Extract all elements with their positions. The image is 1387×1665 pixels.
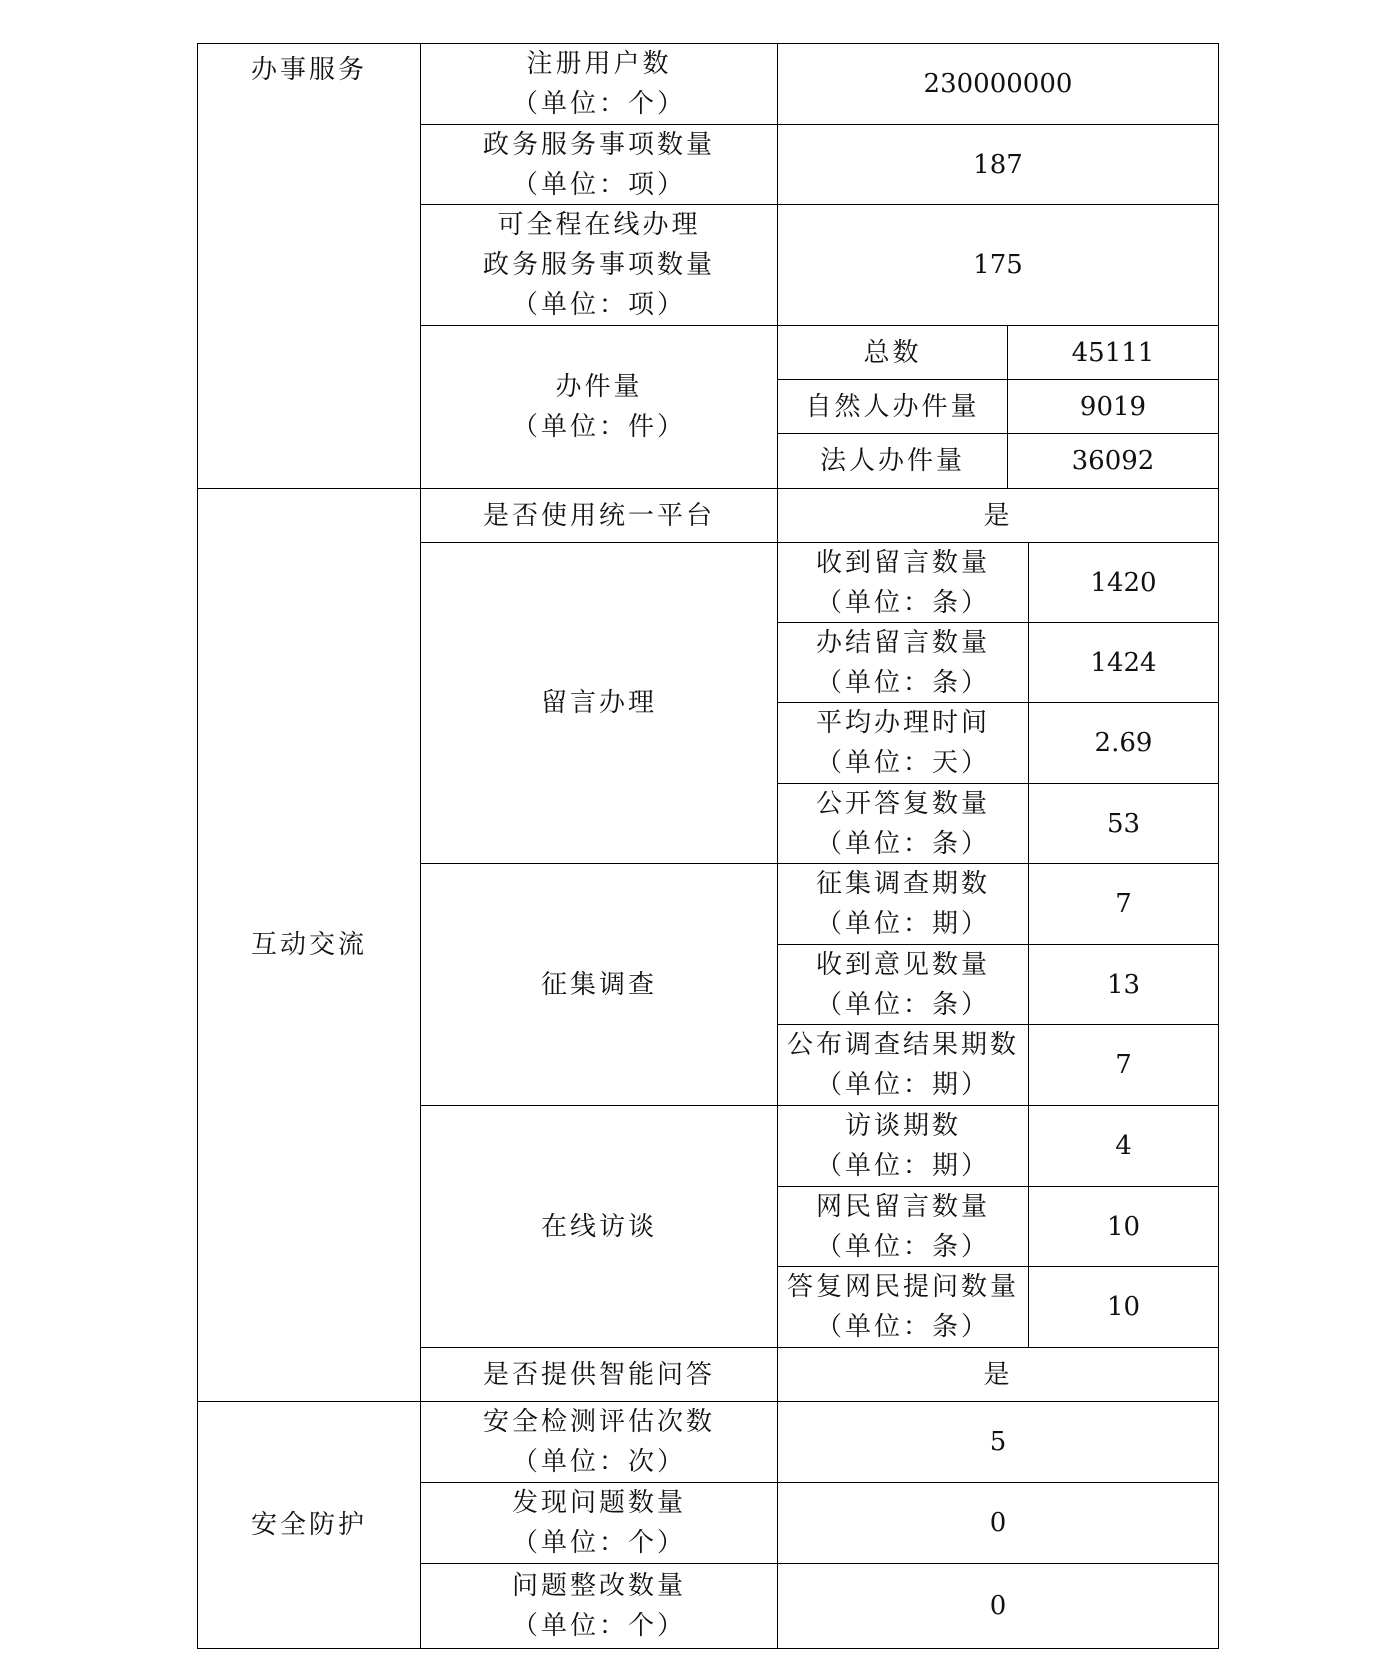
table-border-bottom	[197, 1648, 1219, 1649]
section-label-hudong	[198, 489, 420, 1401]
label-text: 自然人办件量	[805, 391, 980, 422]
issues-found-value	[778, 1483, 1218, 1563]
label-text: 办件量	[555, 372, 643, 402]
label-text: 总数	[863, 337, 922, 368]
unit-text: （单位：条）	[815, 667, 990, 698]
label-text: 公布调查结果期数	[786, 1030, 1019, 1060]
cases-natural-label	[778, 380, 1007, 433]
value-text: 是	[983, 500, 1013, 531]
label-text: 注册用户数	[526, 49, 672, 79]
table-border-right	[1218, 43, 1219, 1649]
unit-text: （单位：天）	[815, 748, 990, 778]
unit-text: （单位：项）	[511, 290, 686, 320]
issues-found-label	[421, 1483, 777, 1563]
online-items-label	[421, 205, 777, 325]
messages-avg-time-value	[1029, 703, 1218, 783]
online-items-value	[778, 205, 1218, 325]
label-text: 访谈期数	[844, 1111, 961, 1141]
label-text: 答复网民提问数量	[786, 1272, 1019, 1302]
security-checks-label	[421, 1402, 777, 1482]
cases-total-value	[1008, 326, 1218, 379]
label-text: 征集调查期数	[815, 869, 990, 899]
label-text: 是否使用统一平台	[482, 500, 715, 531]
value-text: 13	[1106, 969, 1141, 1000]
value-text: 230000000	[923, 69, 1073, 99]
label-text: 政务服务事项数量	[482, 250, 715, 280]
interview-replies-label	[778, 1267, 1028, 1347]
unit-text: （单位：期）	[815, 1070, 990, 1100]
value-text: 36092	[1071, 446, 1155, 476]
group-label-text: 在线访谈	[540, 1211, 657, 1242]
value-text: 1424	[1090, 647, 1157, 678]
value-text: 45111	[1071, 337, 1155, 368]
value-text: 10	[1106, 1292, 1141, 1322]
label-text: 发现问题数量	[511, 1488, 686, 1518]
unit-text: （单位：件）	[511, 412, 686, 442]
value-text: 2.69	[1094, 728, 1153, 758]
service-items-label	[421, 125, 777, 204]
value-text: 175	[973, 250, 1023, 280]
group-label-text: 留言办理	[540, 688, 657, 718]
unit-text: （单位：条）	[815, 1231, 990, 1262]
unified-platform-value	[778, 489, 1218, 542]
label-text: 公开答复数量	[815, 788, 990, 819]
section-label-text: 办事服务	[250, 55, 367, 85]
value-text: 0	[989, 1591, 1007, 1621]
cases-legal-value	[1008, 434, 1218, 488]
label-text: 政务服务事项数量	[482, 129, 715, 160]
messages-closed-label	[778, 623, 1028, 702]
interview-replies-value	[1029, 1267, 1218, 1347]
unit-text: （单位：条）	[815, 587, 990, 618]
value-text: 7	[1115, 889, 1132, 919]
unit-text: （单位：条）	[815, 828, 990, 859]
security-checks-value	[778, 1402, 1218, 1482]
value-text: 5	[989, 1427, 1007, 1457]
value-text: 10	[1106, 1211, 1141, 1242]
smart-qa-label	[421, 1348, 777, 1401]
value-text: 53	[1106, 808, 1141, 839]
label-text: 收到留言数量	[815, 547, 990, 578]
survey-results-label	[778, 1025, 1028, 1105]
unit-text: （单位：个）	[511, 89, 686, 119]
registered-users-label	[421, 44, 777, 124]
unit-text: （单位：个）	[511, 1611, 686, 1641]
cases-legal-label	[778, 434, 1007, 488]
service-items-value	[778, 125, 1218, 204]
cases-natural-value	[1008, 380, 1218, 433]
survey-periods-value	[1029, 864, 1218, 944]
unit-text: （单位：期）	[815, 1151, 990, 1181]
section-label-banshi	[198, 44, 420, 488]
section-label-anquan	[198, 1402, 420, 1648]
unit-text: （单位：次）	[511, 1447, 686, 1477]
section-label-text: 互动交流	[250, 930, 367, 960]
interview-messages-value	[1029, 1187, 1218, 1266]
messages-closed-value	[1029, 623, 1218, 702]
value-text: 187	[973, 149, 1023, 180]
survey-results-value	[1029, 1025, 1218, 1105]
unit-text: （单位：期）	[815, 909, 990, 939]
label-text: 安全检测评估次数	[482, 1407, 715, 1437]
group-label-text: 征集调查	[540, 969, 657, 1000]
unified-platform-label	[421, 489, 777, 542]
label-text: 平均办理时间	[815, 708, 990, 738]
survey-label	[421, 864, 777, 1105]
interview-label	[421, 1106, 777, 1347]
smart-qa-value	[778, 1348, 1218, 1401]
cases-label	[421, 326, 777, 488]
unit-text: （单位：个）	[511, 1528, 686, 1558]
issues-fixed-label	[421, 1564, 777, 1648]
registered-users-value	[778, 44, 1218, 124]
messages-avg-time-label	[778, 703, 1028, 783]
label-text: 办结留言数量	[815, 627, 990, 658]
interview-periods-value	[1029, 1106, 1218, 1186]
label-text: 网民留言数量	[815, 1191, 990, 1222]
label-text: 问题整改数量	[511, 1571, 686, 1601]
cases-total-label	[778, 326, 1007, 379]
messages-label	[421, 543, 777, 863]
survey-opinions-value	[1029, 945, 1218, 1024]
messages-received-label	[778, 543, 1028, 622]
label-text: 可全程在线办理	[497, 210, 701, 240]
unit-text: （单位：条）	[815, 989, 990, 1020]
survey-periods-label	[778, 864, 1028, 944]
messages-public-label	[778, 784, 1028, 863]
issues-fixed-value	[778, 1564, 1218, 1648]
interview-messages-label	[778, 1187, 1028, 1266]
value-text: 4	[1115, 1131, 1132, 1161]
value-text: 9019	[1079, 391, 1147, 422]
interview-periods-label	[778, 1106, 1028, 1186]
label-text: 法人办件量	[819, 446, 965, 476]
value-text: 7	[1115, 1050, 1132, 1080]
unit-text: （单位：条）	[815, 1312, 990, 1342]
label-text: 是否提供智能问答	[482, 1359, 715, 1390]
value-text: 1420	[1090, 567, 1157, 598]
value-text: 是	[983, 1359, 1013, 1390]
value-text: 0	[989, 1508, 1007, 1538]
messages-public-value	[1029, 784, 1218, 863]
section-label-text: 安全防护	[250, 1510, 367, 1540]
label-text: 收到意见数量	[815, 949, 990, 980]
unit-text: （单位：项）	[511, 169, 686, 200]
survey-opinions-label	[778, 945, 1028, 1024]
messages-received-value	[1029, 543, 1218, 622]
